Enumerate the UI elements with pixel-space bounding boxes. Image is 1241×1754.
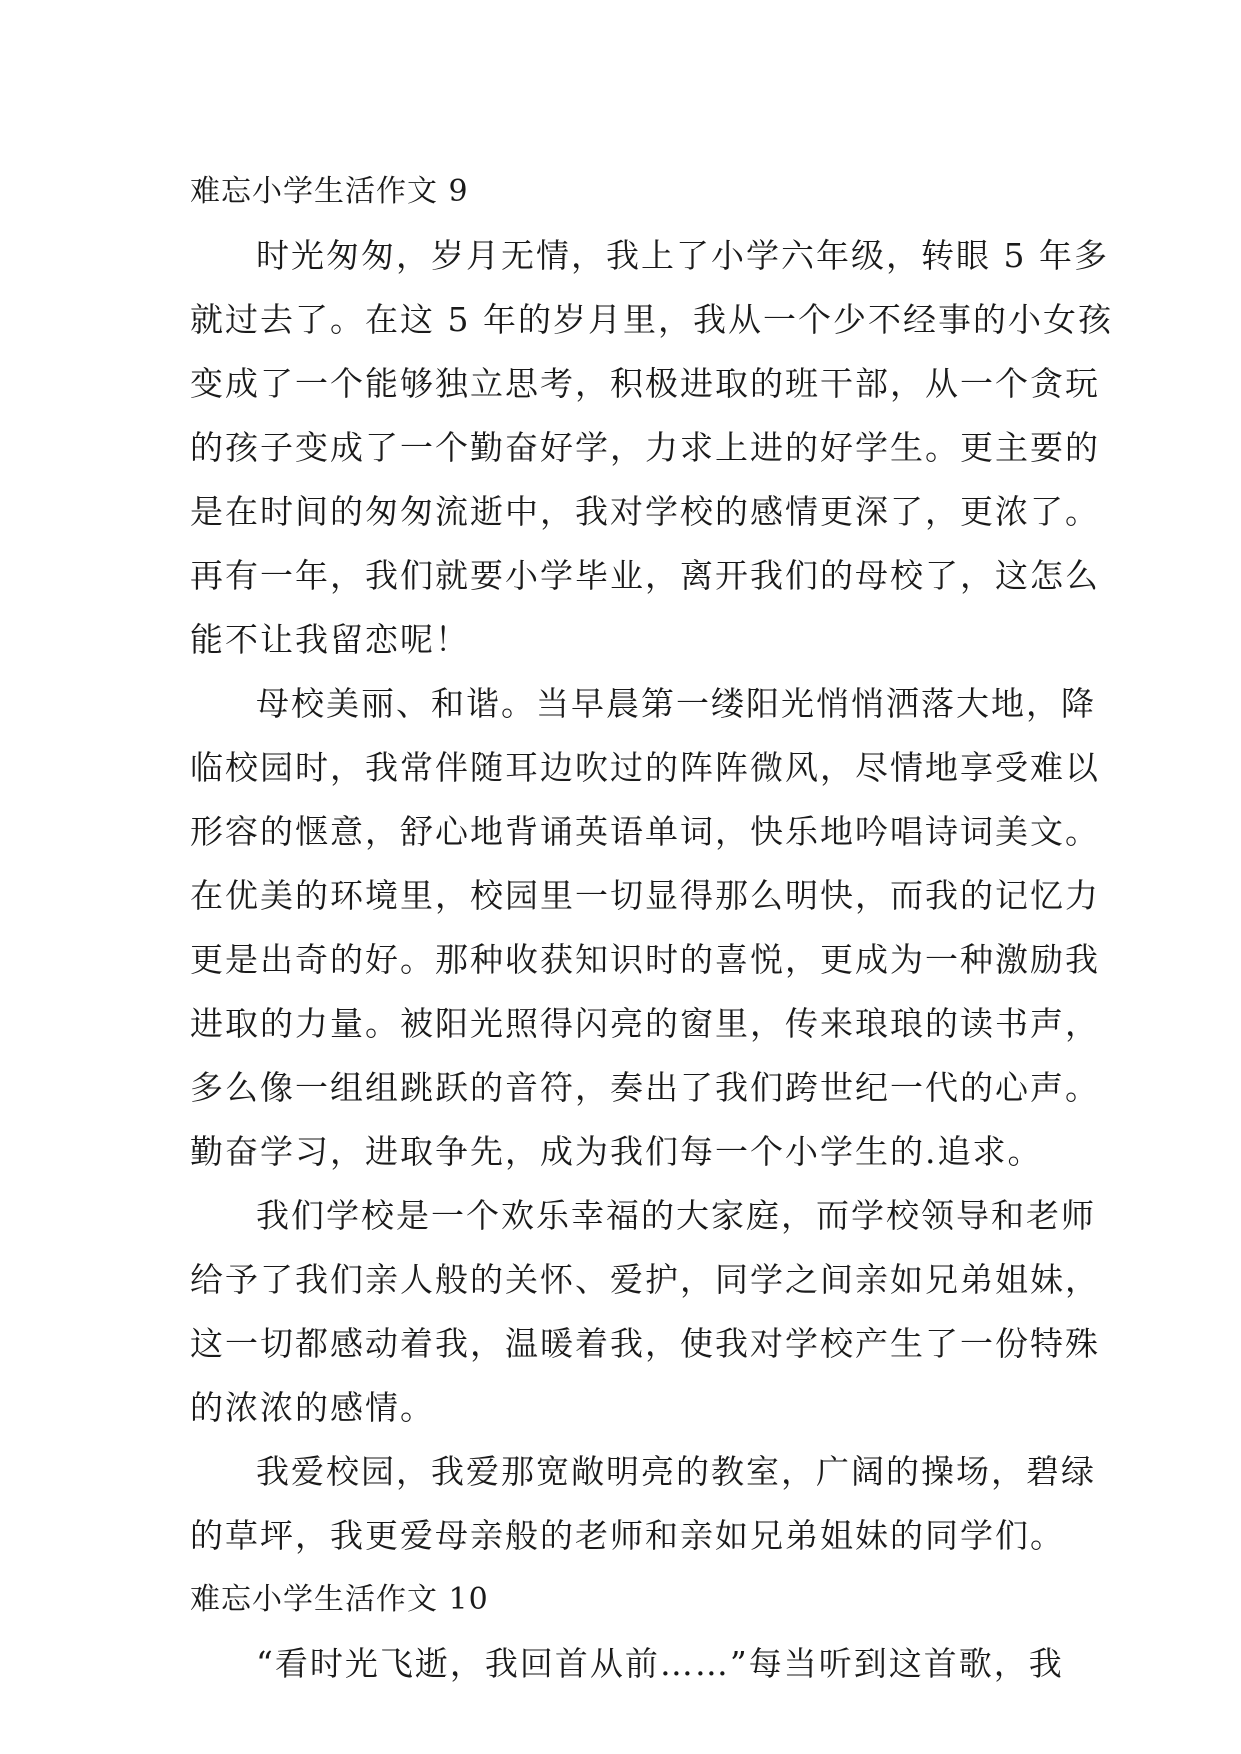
paragraph-line: 进取的力量。被阳光照得闪亮的窗里，传来琅琅的读书声，	[190, 1004, 1100, 1043]
paragraph-line: 能不让我留恋呢！	[190, 620, 470, 659]
paragraph-line: 的孩子变成了一个勤奋好学，力求上进的好学生。更主要的	[190, 428, 1100, 467]
paragraph-line: 临校园时，我常伴随耳边吹过的阵阵微风，尽情地享受难以	[190, 748, 1100, 787]
paragraph-line: 就过去了。在这 5 年的岁月里，我从一个少不经事的小女孩	[190, 300, 1113, 339]
paragraph-line: 形容的惬意，舒心地背诵英语单词，快乐地吟唱诗词美文。	[190, 812, 1100, 851]
paragraph-line: 再有一年，我们就要小学毕业，离开我们的母校了，这怎么	[190, 556, 1100, 595]
paragraph-line: 勤奋学习，进取争先，成为我们每一个小学生的.追求。	[190, 1132, 1043, 1171]
essay-title-10: 难忘小学生活作文 10	[190, 1582, 489, 1617]
paragraph-line: 的浓浓的感情。	[190, 1388, 435, 1427]
paragraph-line: 的草坪，我更爱母亲般的老师和亲如兄弟姐妹的同学们。	[190, 1516, 1065, 1555]
paragraph-line: 更是出奇的好。那种收获知识时的喜悦，更成为一种激励我	[190, 940, 1100, 979]
paragraph-line: 在优美的环境里，校园里一切显得那么明快，而我的记忆力	[190, 876, 1100, 915]
paragraph-line: 这一切都感动着我，温暖着我，使我对学校产生了一份特殊	[190, 1324, 1100, 1363]
paragraph-line: 多么像一组组跳跃的音符，奏出了我们跨世纪一代的心声。	[190, 1068, 1100, 1107]
paragraph-line: 变成了一个能够独立思考，积极进取的班干部，从一个贪玩	[190, 364, 1100, 403]
paragraph-line: 给予了我们亲人般的关怀、爱护，同学之间亲如兄弟姐妹，	[190, 1260, 1100, 1299]
paragraph-line: 母校美丽、和谐。当早晨第一缕阳光悄悄洒落大地，降	[256, 684, 1096, 723]
document-body	[190, 160, 1113, 1696]
paragraph-line: 是在时间的匆匆流逝中，我对学校的感情更深了，更浓了。	[190, 492, 1100, 531]
paragraph-line: 时光匆匆，岁月无情，我上了小学六年级，转眼 5 年多	[256, 236, 1109, 275]
paragraph-line: “看时光飞逝，我回首从前……”每当听到这首歌，我	[256, 1644, 1064, 1683]
paragraph-line: 我们学校是一个欢乐幸福的大家庭，而学校领导和老师	[256, 1196, 1096, 1235]
paragraph-line: 我爱校园，我爱那宽敞明亮的教室，广阔的操场，碧绿	[256, 1452, 1096, 1491]
essay-title-9: 难忘小学生活作文 9	[190, 174, 469, 209]
